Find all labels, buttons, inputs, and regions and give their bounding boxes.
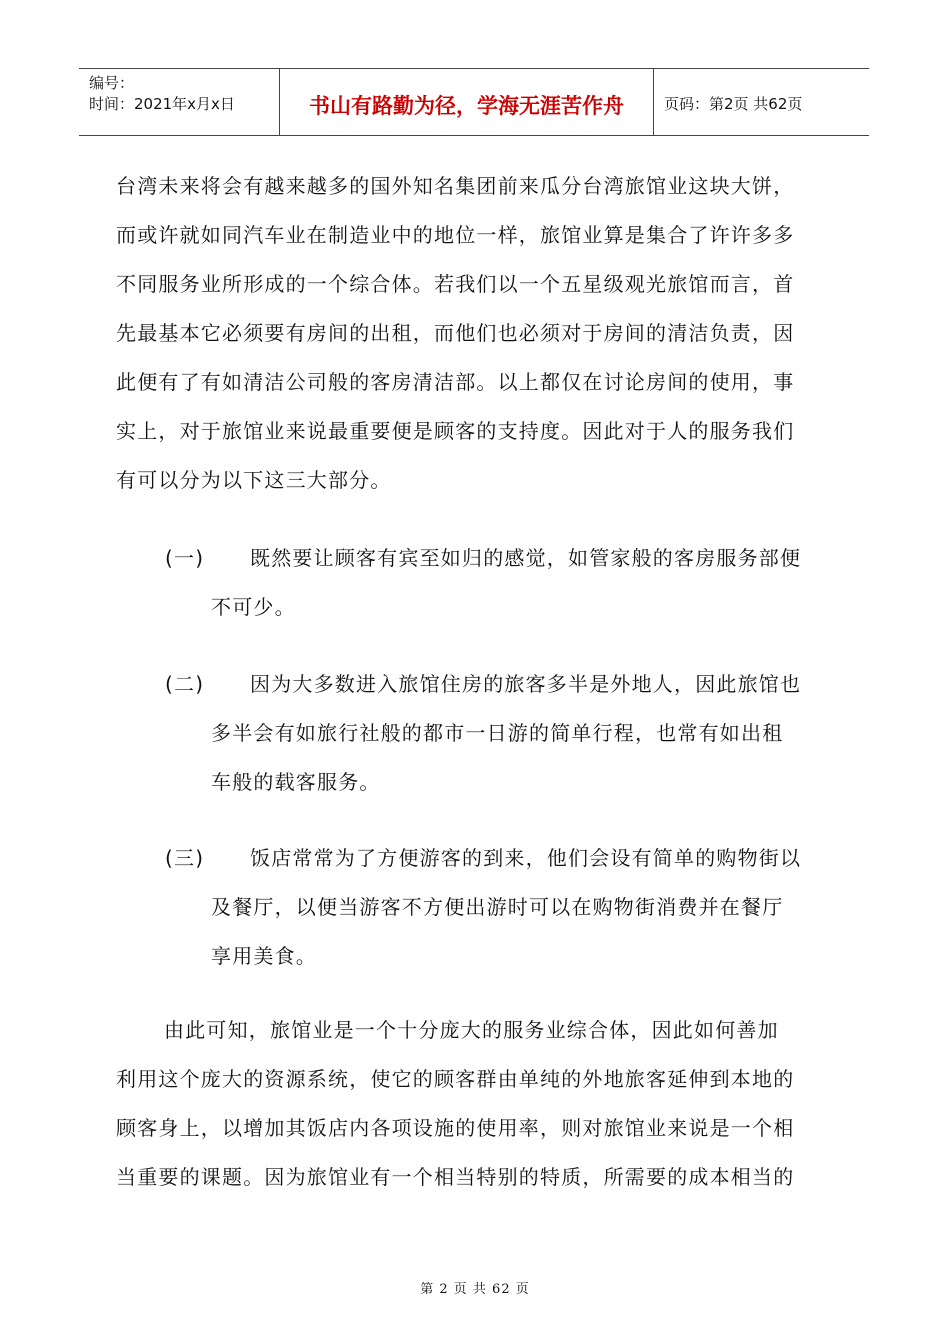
list-item-2 [165, 660, 845, 807]
list-marker: (三) [165, 846, 205, 870]
list-item-1 [165, 534, 845, 632]
document-time-label: 时间：2021年x月x日 [89, 95, 235, 113]
paragraph-line: 利用这个庞大的资源系统，使它的顾客群由单纯的外地旅客延伸到本地的 [116, 1067, 795, 1091]
header-motto: 书山有路勤为径，学海无涯苦作舟 [280, 69, 654, 135]
header-meta [79, 69, 280, 135]
list-item-line: 享用美食。 [211, 944, 317, 968]
list-item-line: 车般的载客服务。 [211, 770, 381, 794]
paragraph-intro [116, 162, 836, 505]
paragraph-line: 先最基本它必须要有房间的出租，而他们也必须对于房间的清洁负责，因 [116, 321, 795, 345]
header-page-info: 页码：第2页 共62页 [664, 94, 803, 113]
list-marker: (二) [165, 672, 205, 696]
paragraph-line: 实上，对于旅馆业来说最重要便是顾客的支持度。因此对于人的服务我们 [116, 419, 795, 443]
paragraph-line: 当重要的课题。因为旅馆业有一个相当特别的特质，所需要的成本相当的 [116, 1165, 795, 1189]
list-item-line: 饭店常常为了方便游客的到来，他们会设有简单的购物街以 [250, 846, 802, 870]
document-number-label: 编号： [89, 74, 135, 92]
paragraph-line: 由此可知，旅馆业是一个十分庞大的服务业综合体，因此如何善加 [164, 1018, 779, 1042]
list-item-line: 多半会有如旅行社般的都市一日游的简单行程，也常有如出租 [211, 721, 784, 745]
list-item-line: 因为大多数进入旅馆住房的旅客多半是外地人，因此旅馆也 [250, 672, 802, 696]
list-item-line: 及餐厅，以便当游客不方便出游时可以在购物街消费并在餐厅 [211, 895, 784, 919]
list-marker: (一) [165, 546, 205, 570]
paragraph-line: 而或许就如同汽车业在制造业中的地位一样，旅馆业算是集合了许许多多 [116, 223, 795, 247]
list-item-line: 不可少。 [211, 595, 296, 619]
list-item-3 [165, 834, 845, 981]
paragraph-line: 此便有了有如清洁公司般的客房清洁部。以上都仅在讨论房间的使用，事 [116, 370, 795, 394]
paragraph-line: 顾客身上，以增加其饭店内各项设施的使用率，则对旅馆业来说是一个相 [116, 1116, 795, 1140]
paragraph-line: 有可以分为以下这三大部分。 [116, 468, 392, 492]
paragraph-line: 不同服务业所形成的一个综合体。若我们以一个五星级观光旅馆而言，首 [116, 272, 795, 296]
paragraph-line: 台湾未来将会有越来越多的国外知名集团前来瓜分台湾旅馆业这块大饼， [116, 174, 795, 198]
list-item-line: 既然要让顾客有宾至如归的感觉，如管家般的客房服务部便 [250, 546, 802, 570]
paragraph-conclusion [116, 1006, 836, 1202]
page-footer: 第 2 页 共 62 页 [420, 1282, 530, 1297]
page-header [79, 68, 869, 136]
